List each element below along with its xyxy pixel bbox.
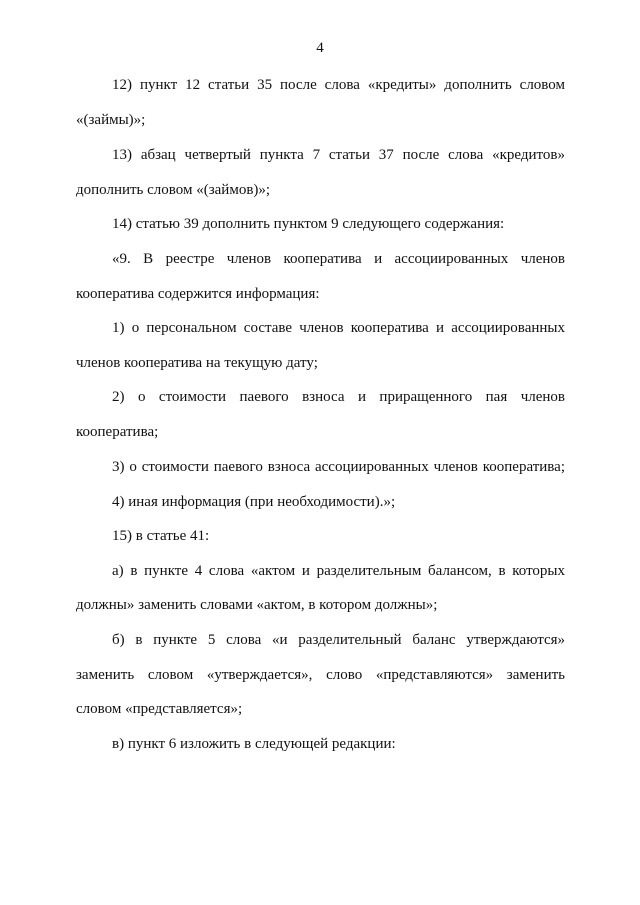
text-line: 13) абзац четвертый пункта 7 статьи 37 после слова «кредитов» [112, 147, 565, 163]
text-line: 12) пункт 12 статьи 35 после слова «кредиты» дополнить словом [112, 77, 565, 93]
text-line: заменить словом «утверждается», слово «представляются» заменить [76, 667, 565, 683]
text-line: 1) о персональном составе членов кооператива и ассоциированных [112, 320, 565, 336]
text-line: «(займы)»; [76, 112, 146, 128]
text-line: 2) о стоимости паевого взноса и приращенного пая членов [112, 389, 565, 405]
text-line: 3) о стоимости паевого взноса ассоциированных членов кооператива; [112, 459, 565, 475]
text-line: словом «представляется»; [76, 701, 243, 717]
text-line: в) пункт 6 изложить в следующей редакции: [112, 736, 396, 752]
text-line: 14) статью 39 дополнить пунктом 9 следующего содержания: [112, 216, 505, 232]
text-line: а) в пункте 4 слова «актом и разделительным балансом, в которых [112, 563, 565, 579]
text-line: 4) иная информация (при необходимости).»; [112, 494, 396, 510]
text-line: дополнить словом «(займов)»; [76, 182, 271, 198]
text-line: 15) в статье 41: [112, 528, 210, 544]
text-line: членов кооператива на текущую дату; [76, 355, 318, 371]
page-number: 4 [316, 40, 324, 56]
text-line: кооператива содержится информация: [76, 286, 320, 302]
text-line: кооператива; [76, 424, 159, 440]
text-line: должны» заменить словами «актом, в котором должны»; [76, 597, 438, 613]
text-line: «9. В реестре членов кооператива и ассоциированных членов [112, 251, 565, 267]
text-line: б) в пункте 5 слова «и разделительный баланс утверждаются» [112, 632, 565, 648]
